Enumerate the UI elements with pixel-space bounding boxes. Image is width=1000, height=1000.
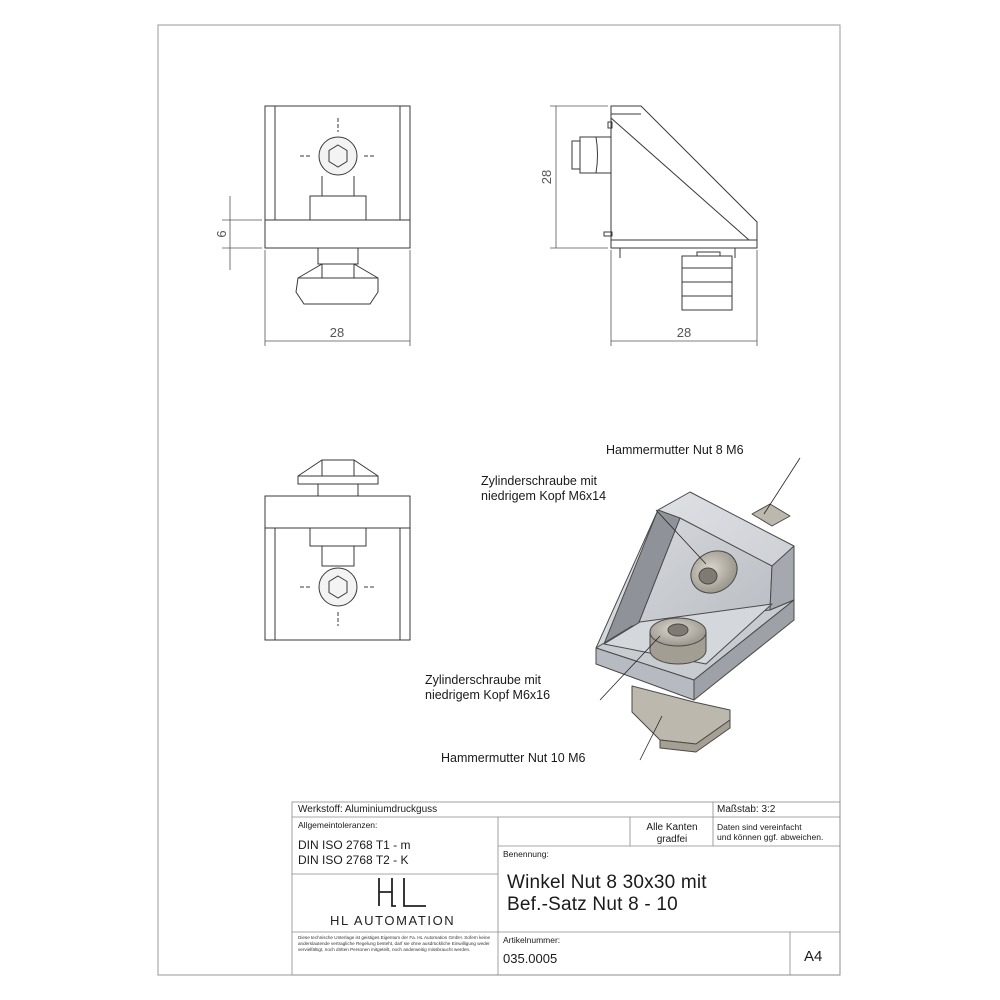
side-view [572, 106, 757, 310]
designation-line1: Winkel Nut 8 30x30 mit [507, 872, 707, 893]
callout-screw-m6x16 [425, 673, 550, 703]
callout-screw-m6x14-line1: Zylinderschraube mit [481, 474, 598, 488]
hl-logo-icon [379, 878, 426, 906]
scale-label: Maßstab: 3:2 [717, 804, 776, 815]
callout-screw-m6x14 [481, 474, 606, 504]
bottom-view [265, 460, 410, 640]
article-number: 035.0005 [503, 951, 558, 966]
isometric-view [596, 492, 794, 752]
dim-front-width: 28 [329, 325, 345, 340]
copyright-note: Diese technische Unterlage ist geistiges Eigentum der Fa. HL Automation GmbH. Sofern keine anderslautende vertragliche Regelung besteht, darf sie ohne ausdrückliche Einwilligung weder vervielfältigt, noch dritten Personen mitgeteilt, noch anderweitig missbraucht werden. [298, 935, 491, 953]
tolerance-1: DIN ISO 2768 T1 - m [298, 838, 411, 852]
material-label: Werkstoff: Aluminiumdruckguss [298, 804, 438, 815]
tolerance-2: DIN ISO 2768 T2 - K [298, 853, 409, 867]
edges-note [632, 822, 712, 846]
paper-format: A4 [804, 948, 823, 965]
dim-front-height: 6 [214, 230, 229, 238]
company-name: HL AUTOMATION [330, 913, 456, 928]
data-note [717, 822, 823, 842]
callout-screw-m6x16-line1: Zylinderschraube mit [425, 673, 542, 687]
callout-hammer-nut-8: Hammermutter Nut 8 M6 [606, 443, 744, 457]
callout-screw-m6x16-line2: niedrigem Kopf M6x16 [425, 688, 551, 702]
data-note-line2: und können ggf. abweichen. [717, 832, 824, 842]
designation-label: Benennung: [503, 849, 549, 859]
article-number-label: Artikelnummer: [503, 935, 561, 945]
data-note-line1: Daten sind vereinfacht [717, 822, 802, 832]
callout-screw-m6x14-line2: niedrigem Kopf M6x14 [481, 489, 607, 503]
tolerances-label: Allgemeintoleranzen: [298, 820, 378, 830]
front-view [265, 106, 410, 304]
callout-hammer-nut-10: Hammermutter Nut 10 M6 [441, 751, 586, 765]
designation-line2: Bef.-Satz Nut 8 - 10 [507, 894, 678, 915]
edges-note-line2: gradfei [656, 834, 688, 845]
edges-note-line1: Alle Kanten [646, 822, 698, 833]
front-dimension-lines [222, 196, 410, 346]
dim-side-height: 28 [539, 169, 554, 185]
dim-side-width: 28 [676, 325, 692, 340]
designation-title [507, 872, 707, 916]
